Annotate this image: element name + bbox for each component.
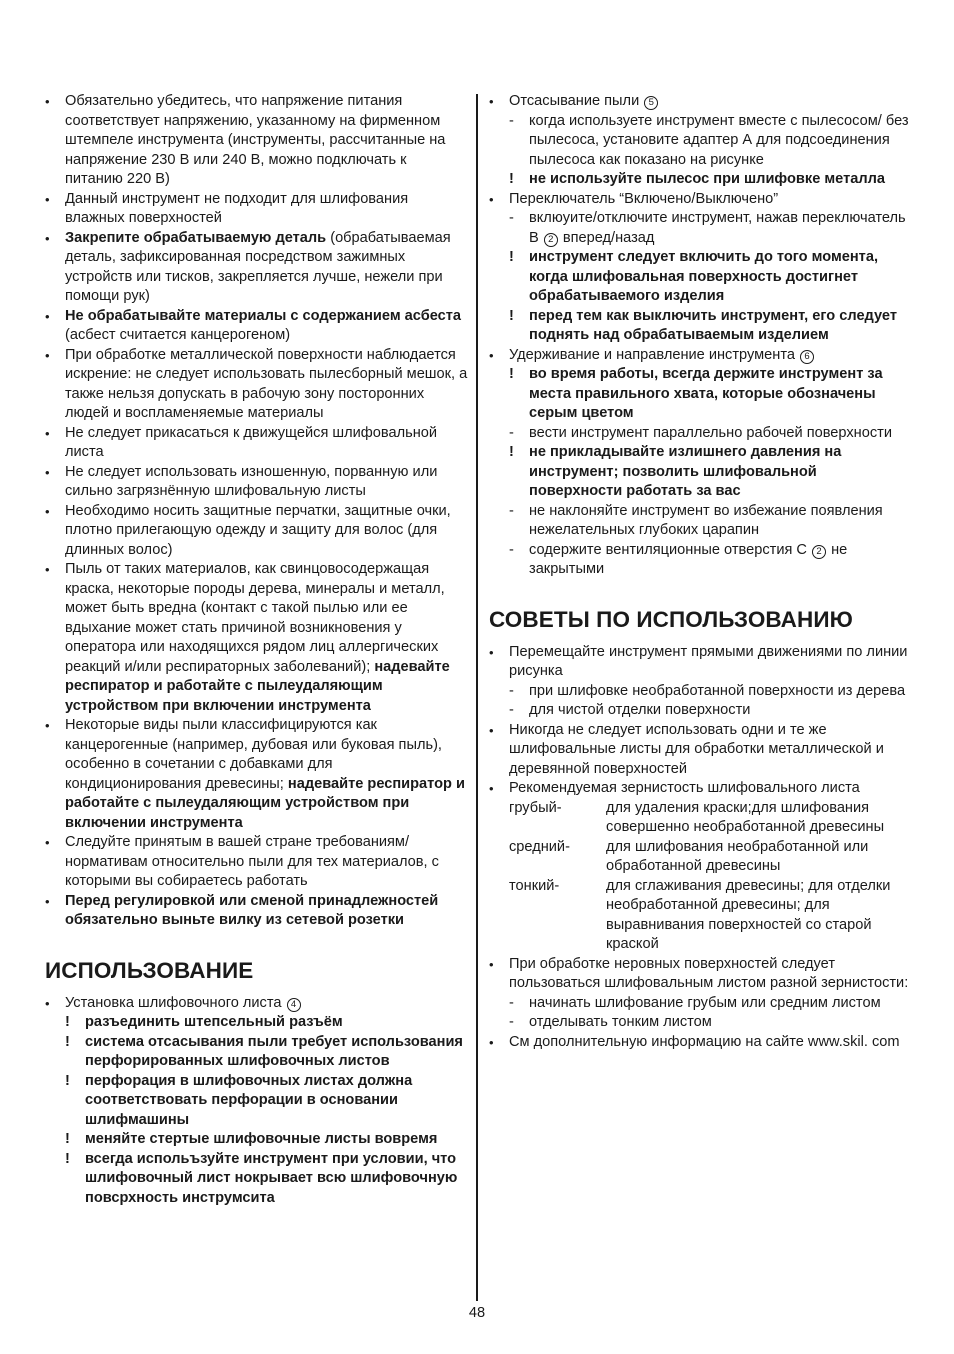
usage-heading: ИСПОЛЬЗОВАНИЕ bbox=[45, 957, 254, 983]
dash-marker: - bbox=[509, 210, 514, 226]
bullet-item bbox=[45, 833, 468, 892]
grit-label: тонкий- bbox=[509, 877, 560, 894]
bullet-marker: • bbox=[489, 722, 494, 738]
item-text: (обрабатываемая деталь, зафиксированная посредством зажимных устройств или тисков, закрепляется лучше, нежели при помощи рук) bbox=[65, 229, 451, 304]
grit-table bbox=[489, 799, 914, 955]
item-text: разъединить штепсельный разъём bbox=[85, 1014, 343, 1030]
dash-marker: - bbox=[509, 1014, 514, 1030]
warning-item bbox=[489, 248, 914, 307]
bullet-item bbox=[45, 424, 468, 463]
warn-marker: ! bbox=[509, 307, 514, 324]
bullet-item bbox=[45, 307, 468, 346]
figure-ref-number: 5 bbox=[644, 96, 658, 110]
item-text: система отсасывания пыли требует использования перфорированных шлифовочных листов bbox=[85, 1033, 463, 1069]
item-text: (асбест считается канцерогеном) bbox=[65, 327, 291, 343]
warning-item bbox=[45, 1033, 468, 1072]
bullet-item bbox=[45, 190, 468, 229]
bullet-marker: • bbox=[45, 230, 50, 246]
warn-marker: ! bbox=[509, 366, 514, 382]
item-text: Не обрабатывайте материалы с содержанием асбеста bbox=[65, 307, 462, 324]
item-text: вперед/назад bbox=[558, 229, 655, 246]
figure-ref-number: 2 bbox=[812, 545, 826, 559]
usage-list-continued bbox=[489, 92, 914, 580]
grit-row bbox=[509, 799, 914, 838]
item-text: Следуйте принятым в вашей стране требованиям/ нормативам относительно пыли для тех материалов, с которыми вы собираетесь работать bbox=[65, 834, 439, 889]
tips-list bbox=[489, 643, 914, 799]
bullet-marker: • bbox=[489, 191, 494, 207]
dash-marker: - bbox=[509, 502, 514, 519]
warning-item bbox=[45, 1013, 468, 1033]
dash-marker: - bbox=[509, 424, 514, 441]
warning-item bbox=[489, 307, 914, 346]
warn-marker: ! bbox=[509, 249, 514, 265]
item-text: Не следует использовать изношенную, порванную или сильно загрязнённую шлифовальную листы bbox=[65, 463, 438, 499]
item-text: вклюуите/отключите инструмент, нажав переключатель В bbox=[529, 210, 906, 246]
dash-marker: - bbox=[509, 112, 514, 129]
bullet-marker: • bbox=[45, 718, 50, 733]
item-text: отделывать тонким листом bbox=[529, 1014, 712, 1030]
page-number: 48 bbox=[468, 1305, 486, 1321]
dash-item bbox=[489, 502, 914, 541]
bullet-marker: • bbox=[489, 347, 494, 363]
dash-item bbox=[489, 701, 914, 721]
item-text: вести инструмент параллельно рабочей поверхности bbox=[529, 424, 892, 441]
bullet-marker: • bbox=[45, 308, 50, 324]
item-text: Перемещайте инструмент прямыми движениями по линии рисунка bbox=[509, 643, 908, 679]
bullet-marker: • bbox=[489, 1034, 494, 1050]
warn-marker: ! bbox=[509, 171, 514, 187]
item-text: не используйте пылесос при шлифовке металла bbox=[529, 171, 886, 187]
figure-ref-number: 2 bbox=[544, 233, 558, 247]
warning-item bbox=[489, 170, 914, 190]
dash-item bbox=[489, 1013, 914, 1033]
bullet-marker: • bbox=[489, 956, 494, 972]
tips-list-continued bbox=[489, 955, 914, 1053]
right-column bbox=[489, 92, 914, 1052]
bullet-item bbox=[45, 229, 468, 307]
item-text: Никогда не следует использовать одни и те же шлифовальные листы для обработки металлической и деревянной поверхностей bbox=[509, 721, 884, 777]
bullet-marker: • bbox=[489, 94, 494, 109]
bullet-marker: • bbox=[45, 562, 50, 577]
bullet-item bbox=[489, 779, 914, 799]
item-text: Пыль от таких материалов, как свинцовосодержащая краска, некоторые породы дерева, минералы и металл, может быть вредна (контакт с такой пылью или ее вдыхание может стать причиной возникновения у оператора или находящихся рядом лиц аллергических реакций и/или респираторных заболеваний); bbox=[65, 561, 445, 675]
dash-marker: - bbox=[509, 541, 514, 558]
item-text: При обработке металлической поверхности наблюдается искрение: не следует использовать пылесборный мешок, а также нельзя допускать в рабочую зону посторонних людей и воспламеняемые материалы bbox=[65, 346, 468, 421]
item-text: Закрепите обрабатываемую деталь bbox=[65, 229, 327, 246]
item-text: надевайте респиратор и работайте с пылеудаляющим устройством при включении инструмента bbox=[65, 658, 450, 714]
grit-description: для шлифования необработанной или обработанной древесины bbox=[606, 838, 869, 874]
item-text: При обработке неровных поверхностей следует пользоваться шлифовальным листом разной зернистости: bbox=[509, 955, 909, 991]
warn-marker: ! bbox=[65, 1131, 70, 1147]
item-text: Необходимо носить защитные перчатки, защитные очки, плотно прилегающую одежду и защиту для волос (для длинных волос) bbox=[65, 502, 451, 558]
item-text: Обязательно убедитесь, что напряжение питания соответствует напряжению, указанному на фирменном штемпеле инструмента (инструменты, рассчитанные на напряжение 230 В или 240 В, можно подключать к питанию 220 В) bbox=[65, 93, 446, 187]
bullet-marker: • bbox=[45, 464, 50, 480]
safety-list bbox=[45, 92, 468, 931]
warn-marker: ! bbox=[65, 1072, 70, 1089]
bullet-marker: • bbox=[45, 995, 50, 1011]
dash-marker: - bbox=[509, 682, 514, 699]
bullet-item bbox=[45, 560, 468, 716]
figure-ref-number: 6 bbox=[800, 350, 814, 364]
tips-heading: СОВЕТЫ ПО ИСПОЛЬЗОВАНИЮ bbox=[489, 606, 853, 632]
item-text: надевайте респиратор и работайте с пылеудаляющим устройством при включении инструмента bbox=[65, 775, 465, 831]
bullet-item bbox=[489, 955, 914, 994]
bullet-item bbox=[45, 892, 468, 931]
warn-marker: ! bbox=[65, 1033, 70, 1050]
bullet-item bbox=[489, 190, 914, 210]
item-text: Не следует прикасаться к движущейся шлифовальной листа bbox=[65, 424, 438, 460]
grit-label: средний- bbox=[509, 838, 570, 855]
grit-description: для удаления краски;для шлифования совершенно необработанной древесины bbox=[606, 799, 885, 835]
bullet-item bbox=[45, 92, 468, 190]
grit-label: грубый- bbox=[509, 799, 562, 816]
dash-item bbox=[489, 112, 914, 171]
dash-item bbox=[489, 994, 914, 1014]
bullet-item bbox=[489, 346, 914, 366]
bullet-marker: • bbox=[489, 781, 494, 796]
item-text: перфорация в шлифовочных листах должна соответствовать перфорации в основании шлифмашины bbox=[85, 1072, 413, 1128]
bullet-item bbox=[489, 1033, 914, 1053]
left-column bbox=[45, 92, 468, 1208]
item-text: начинать шлифование грубым или средним листом bbox=[529, 994, 881, 1011]
item-text: перед тем как выключить инструмент, его следует поднять над обрабатываемым изделием bbox=[529, 307, 897, 343]
bullet-marker: • bbox=[45, 94, 50, 109]
item-text: не прикладывайте излишнего давления на инструмент; позволить шлифовальной поверхности работать за вас bbox=[529, 444, 842, 499]
dash-item bbox=[489, 424, 914, 444]
bullet-item bbox=[489, 92, 914, 112]
bullet-marker: • bbox=[489, 644, 494, 660]
bullet-item bbox=[45, 716, 468, 833]
item-text: Отсасывание пыли bbox=[509, 93, 644, 109]
item-text: Установка шлифовочного листа bbox=[65, 994, 286, 1011]
grit-row bbox=[509, 877, 914, 955]
warning-item bbox=[489, 365, 914, 424]
warning-item bbox=[45, 1150, 468, 1209]
item-text: содержите вентиляционные отверстия С bbox=[529, 541, 812, 558]
bullet-item bbox=[489, 721, 914, 780]
grit-row bbox=[509, 838, 914, 877]
item-text: для чистой отделки поверхности bbox=[529, 702, 751, 718]
warn-marker: ! bbox=[65, 1014, 70, 1030]
item-text: Удерживание и направление инструмента bbox=[509, 346, 800, 363]
bullet-item bbox=[45, 502, 468, 561]
item-text: когда используете инструмент вместе с пылесосом/ без пылесоса, установите адаптер А для подсоединения пылесоса как показано на рисунке bbox=[529, 112, 909, 168]
bullet-item bbox=[45, 463, 468, 502]
bullet-marker: • bbox=[45, 835, 50, 850]
dash-marker: - bbox=[509, 702, 514, 718]
figure-ref-number: 4 bbox=[287, 998, 301, 1012]
warning-item bbox=[489, 443, 914, 502]
warn-marker: ! bbox=[65, 1150, 70, 1167]
usage-list bbox=[45, 994, 468, 1209]
item-text: меняйте стертые шлифовочные листы вовремя bbox=[85, 1131, 438, 1147]
bullet-item bbox=[45, 346, 468, 424]
bullet-marker: • bbox=[45, 191, 50, 207]
warning-item bbox=[45, 1072, 468, 1131]
item-text: при шлифовке необработанной поверхности из дерева bbox=[529, 682, 906, 699]
item-text: всегда испольъзуйте инструмент при условии, что шлифовочный лист нокрывает всю шлифовочную повсрхность инструмсита bbox=[85, 1150, 458, 1206]
bullet-marker: • bbox=[45, 425, 50, 441]
item-text: Некоторые виды пыли классифицируются как канцерогенные (например, дубовая или буковая пыль), особенно в сочетании с добавками для кондиционирования древесины; bbox=[65, 717, 442, 792]
bullet-marker: • bbox=[45, 893, 50, 909]
warn-marker: ! bbox=[509, 444, 514, 460]
item-text: См дополнительную информацию на сайте www.skil. com bbox=[509, 1033, 900, 1050]
bullet-marker: • bbox=[45, 503, 50, 519]
item-text: Перед регулировкой или сменой принадлежностей обязательно выньте вилку из сетевой розетки bbox=[65, 892, 439, 928]
item-text: не закрытыми bbox=[529, 541, 848, 577]
item-text: Рекомендуемая зернистость шлифовального листа bbox=[509, 780, 860, 796]
warning-item bbox=[45, 1130, 468, 1150]
bullet-item bbox=[45, 994, 468, 1014]
item-text: во время работы, всегда держите инструмент за места правильного хвата, которые обозначены серым цветом bbox=[529, 366, 883, 421]
item-text: не наклоняйте инструмент во избежание появления нежелательных глубоких царапин bbox=[529, 502, 883, 538]
bullet-item bbox=[489, 643, 914, 682]
dash-item bbox=[489, 541, 914, 580]
dash-marker: - bbox=[509, 994, 514, 1011]
dash-item bbox=[489, 682, 914, 702]
dash-item bbox=[489, 209, 914, 248]
item-text: инструмент следует включить до того момента, когда шлифовальная поверхность достигнет обрабатываемого изделия bbox=[529, 249, 879, 304]
item-text: Данный инструмент не подходит для шлифования влажных поверхностей bbox=[65, 190, 409, 226]
bullet-marker: • bbox=[45, 347, 50, 363]
item-text: Переключатель “Включено/Выключено” bbox=[509, 190, 779, 207]
grit-description: для сглаживания древесины; для отделки необработанной древесины; для выравнивания поверхностей со старой краской bbox=[606, 877, 891, 952]
column-divider bbox=[476, 94, 478, 1301]
